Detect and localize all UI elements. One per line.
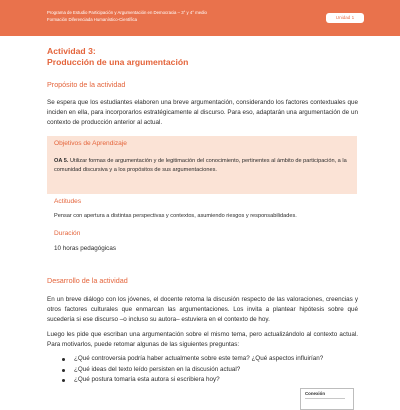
- activity-number-title: Actividad 3:: [47, 46, 96, 56]
- question-text: ¿Qué controversia podría haber actualmente sobre este tema? ¿Qué aspectos influirían?: [74, 355, 324, 362]
- learning-objectives-title: Objetivos de Aprendizaje: [54, 140, 127, 147]
- bullet-icon: [62, 379, 65, 382]
- page-header: [0, 0, 400, 36]
- activity-name-title: Producción de una argumentación: [47, 57, 189, 67]
- side-card-title: Conexión: [305, 391, 326, 396]
- purpose-title: Propósito de la actividad: [47, 80, 126, 89]
- unit-badge: Unidad 1: [326, 13, 364, 23]
- list-item: [58, 354, 324, 365]
- question-list: [58, 354, 324, 386]
- purpose-text: Se espera que los estudiantes elaboren una breve argumentación, considerando los factores contextuales que inciden en ella, para incorporarlos estratégicamente al discurso. Para eso, adaptarán una argumentación de un contexto de producción anterior al actual.: [47, 99, 358, 127]
- objective-description: Utilizar formas de argumentación y de legitimación del conocimiento, pertinentes al ámbito de participación, a la comunidad discursiva y a los propósitos de sus argumentaciones.: [54, 158, 347, 173]
- program-title: Programa de Estudio Participación y Argumentación en Democracia – 3° y 4° medio: [47, 10, 207, 15]
- objective-code: OA 5.: [54, 158, 69, 164]
- question-text: ¿Qué ideas del texto leído persisten en la discusión actual?: [74, 365, 241, 373]
- development-paragraph-1: En un breve diálogo con los jóvenes, el docente retoma la discusión respecto de las valoraciones, creencias y otros factores culturales que enmarcan las argumentaciones. Los invita a plantear hipótesis sobre qué sucedería si ese discurso –o incluso su autora– estuviera en el contexto de hoy.: [47, 296, 358, 324]
- development-title: Desarrollo de la actividad: [47, 276, 128, 285]
- program-subtitle: Formación Diferenciada Humanístico-Científica: [47, 17, 138, 22]
- development-paragraph-2: Luego les pide que escriban una argumentación sobre el mismo tema, pero actualizándolo al contexto actual. Para motivarlos, puede retomar algunas de las siguientes preguntas:: [47, 331, 358, 349]
- connection-side-card: [300, 388, 354, 410]
- learning-objective-text: [54, 157, 352, 175]
- attitudes-text: Pensar con apertura a distintas perspectivas y contextos, asumiendo riesgos y responsabilidades.: [54, 213, 297, 219]
- duration-title: Duración: [54, 230, 81, 237]
- side-card-divider: [305, 398, 345, 399]
- list-item: [58, 375, 298, 386]
- question-text: ¿Qué postura tomaría esta autora si escribiera hoy?: [74, 376, 220, 384]
- bullet-icon: [62, 369, 65, 372]
- attitudes-title: Actitudes: [54, 198, 82, 205]
- duration-value: 10 horas pedagógicas: [54, 245, 116, 252]
- list-item: [58, 365, 298, 376]
- bullet-icon: [62, 358, 65, 361]
